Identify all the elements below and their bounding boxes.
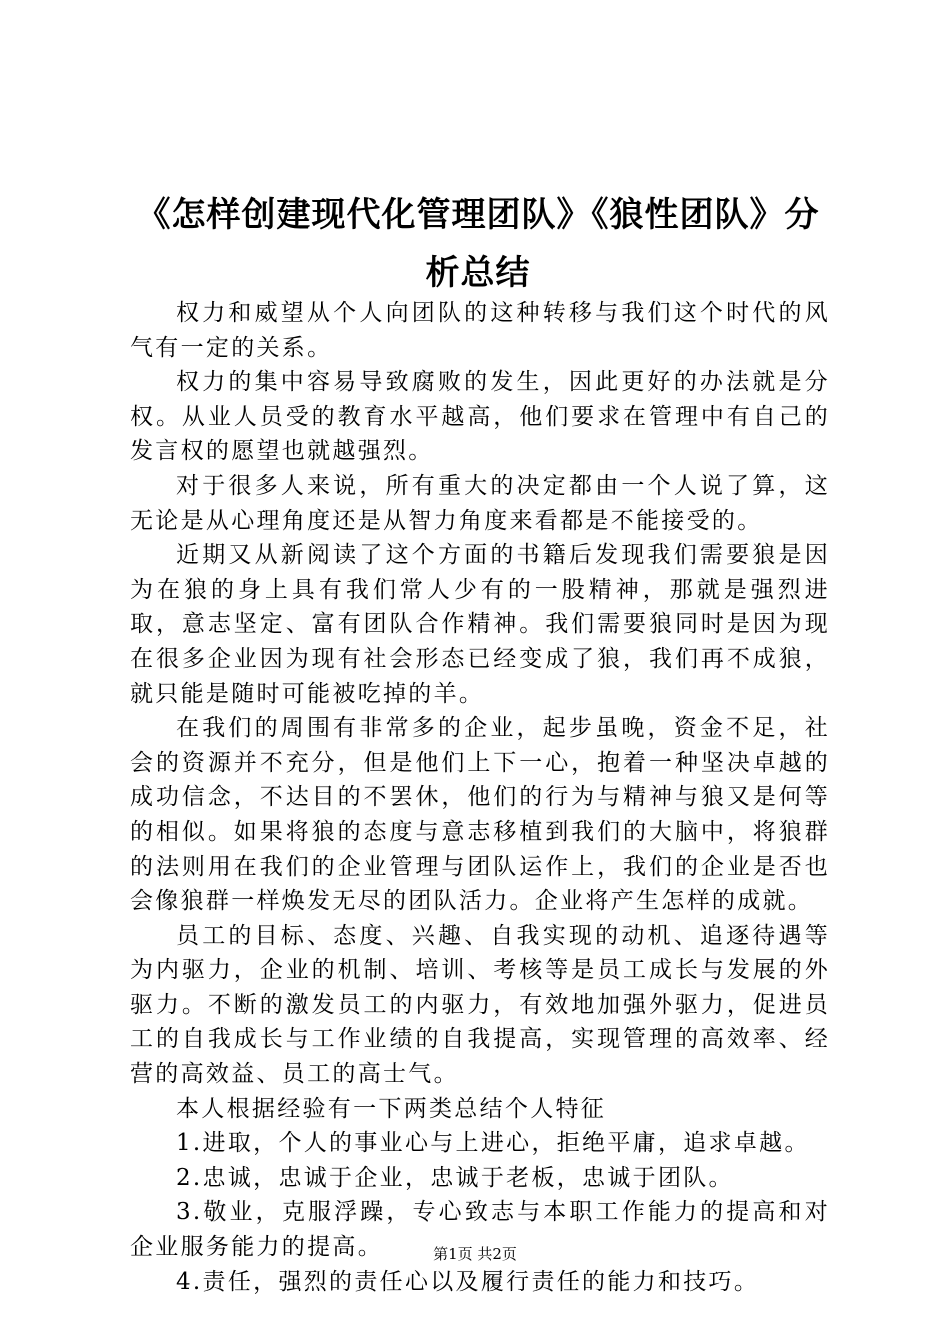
paragraph: 对于很多人来说，所有重大的决定都由一个人说了算，这无论是从心理角度还是从智力角度来看都是不能接受的。 bbox=[130, 472, 830, 534]
list-item: 3.敬业，克服浮躁，专心致志与本职工作能力的提高和对企业服务能力的提高。 bbox=[130, 1199, 830, 1261]
paragraph: 近期又从新阅读了这个方面的书籍后发现我们需要狼是因为在狼的身上具有我们常人少有的一股精神，那就是强烈进取，意志坚定、富有团队合作精神。我们需要狼同时是因为现在很多企业因为现有社会形态已经变成了狼，我们再不成狼，就只能是随时可能被吃掉的羊。 bbox=[130, 542, 830, 707]
paragraph: 权力的集中容易导致腐败的发生，因此更好的办法就是分权。从业人员受的教育水平越高，他们要求在管理中有自己的发言权的愿望也就越强烈。 bbox=[130, 369, 830, 465]
page-footer: 第1页 共2页 bbox=[433, 1245, 517, 1263]
document-body bbox=[130, 296, 830, 1299]
paragraph: 权力和威望从个人向团队的这种转移与我们这个时代的风气有一定的关系。 bbox=[130, 300, 830, 361]
paragraph: 本人根据经验有一下两类总结个人特征 bbox=[176, 1095, 607, 1122]
list-item: 1.进取，个人的事业心与上进心，拒绝平庸，追求卓越。 bbox=[176, 1130, 810, 1157]
document-title: 《怎样创建现代化管理团队》《狼性团队》分析总结 bbox=[136, 195, 820, 293]
paragraph: 在我们的周围有非常多的企业，起步虽晚，资金不足，社会的资源并不充分，但是他们上下一心，抱着一种坚决卓越的成功信念，不达目的不罢休，他们的行为与精神与狼又是何等的相似。如果将狼的态度与意志移植到我们的大脑中，将狼群的法则用在我们的企业管理与团队运作上，我们的企业是否也会像狼群一样焕发无尽的团队活力。企业将产生怎样的成就。 bbox=[130, 715, 830, 915]
paragraph: 员工的目标、态度、兴趣、自我实现的动机、追逐待遇等为内驱力，企业的机制、培训、考核等是员工成长与发展的外驱力。不断的激发员工的内驱力，有效地加强外驱力，促进员工的自我成长与工作业绩的自我提高，实现管理的高效率、经营的高效益、员工的高士气。 bbox=[130, 922, 830, 1088]
list-item: 4.责任，强烈的责任心以及履行责任的能力和技巧。 bbox=[176, 1268, 760, 1295]
list-item: 2.忠诚，忠诚于企业，忠诚于老板，忠诚于团队。 bbox=[176, 1164, 734, 1191]
